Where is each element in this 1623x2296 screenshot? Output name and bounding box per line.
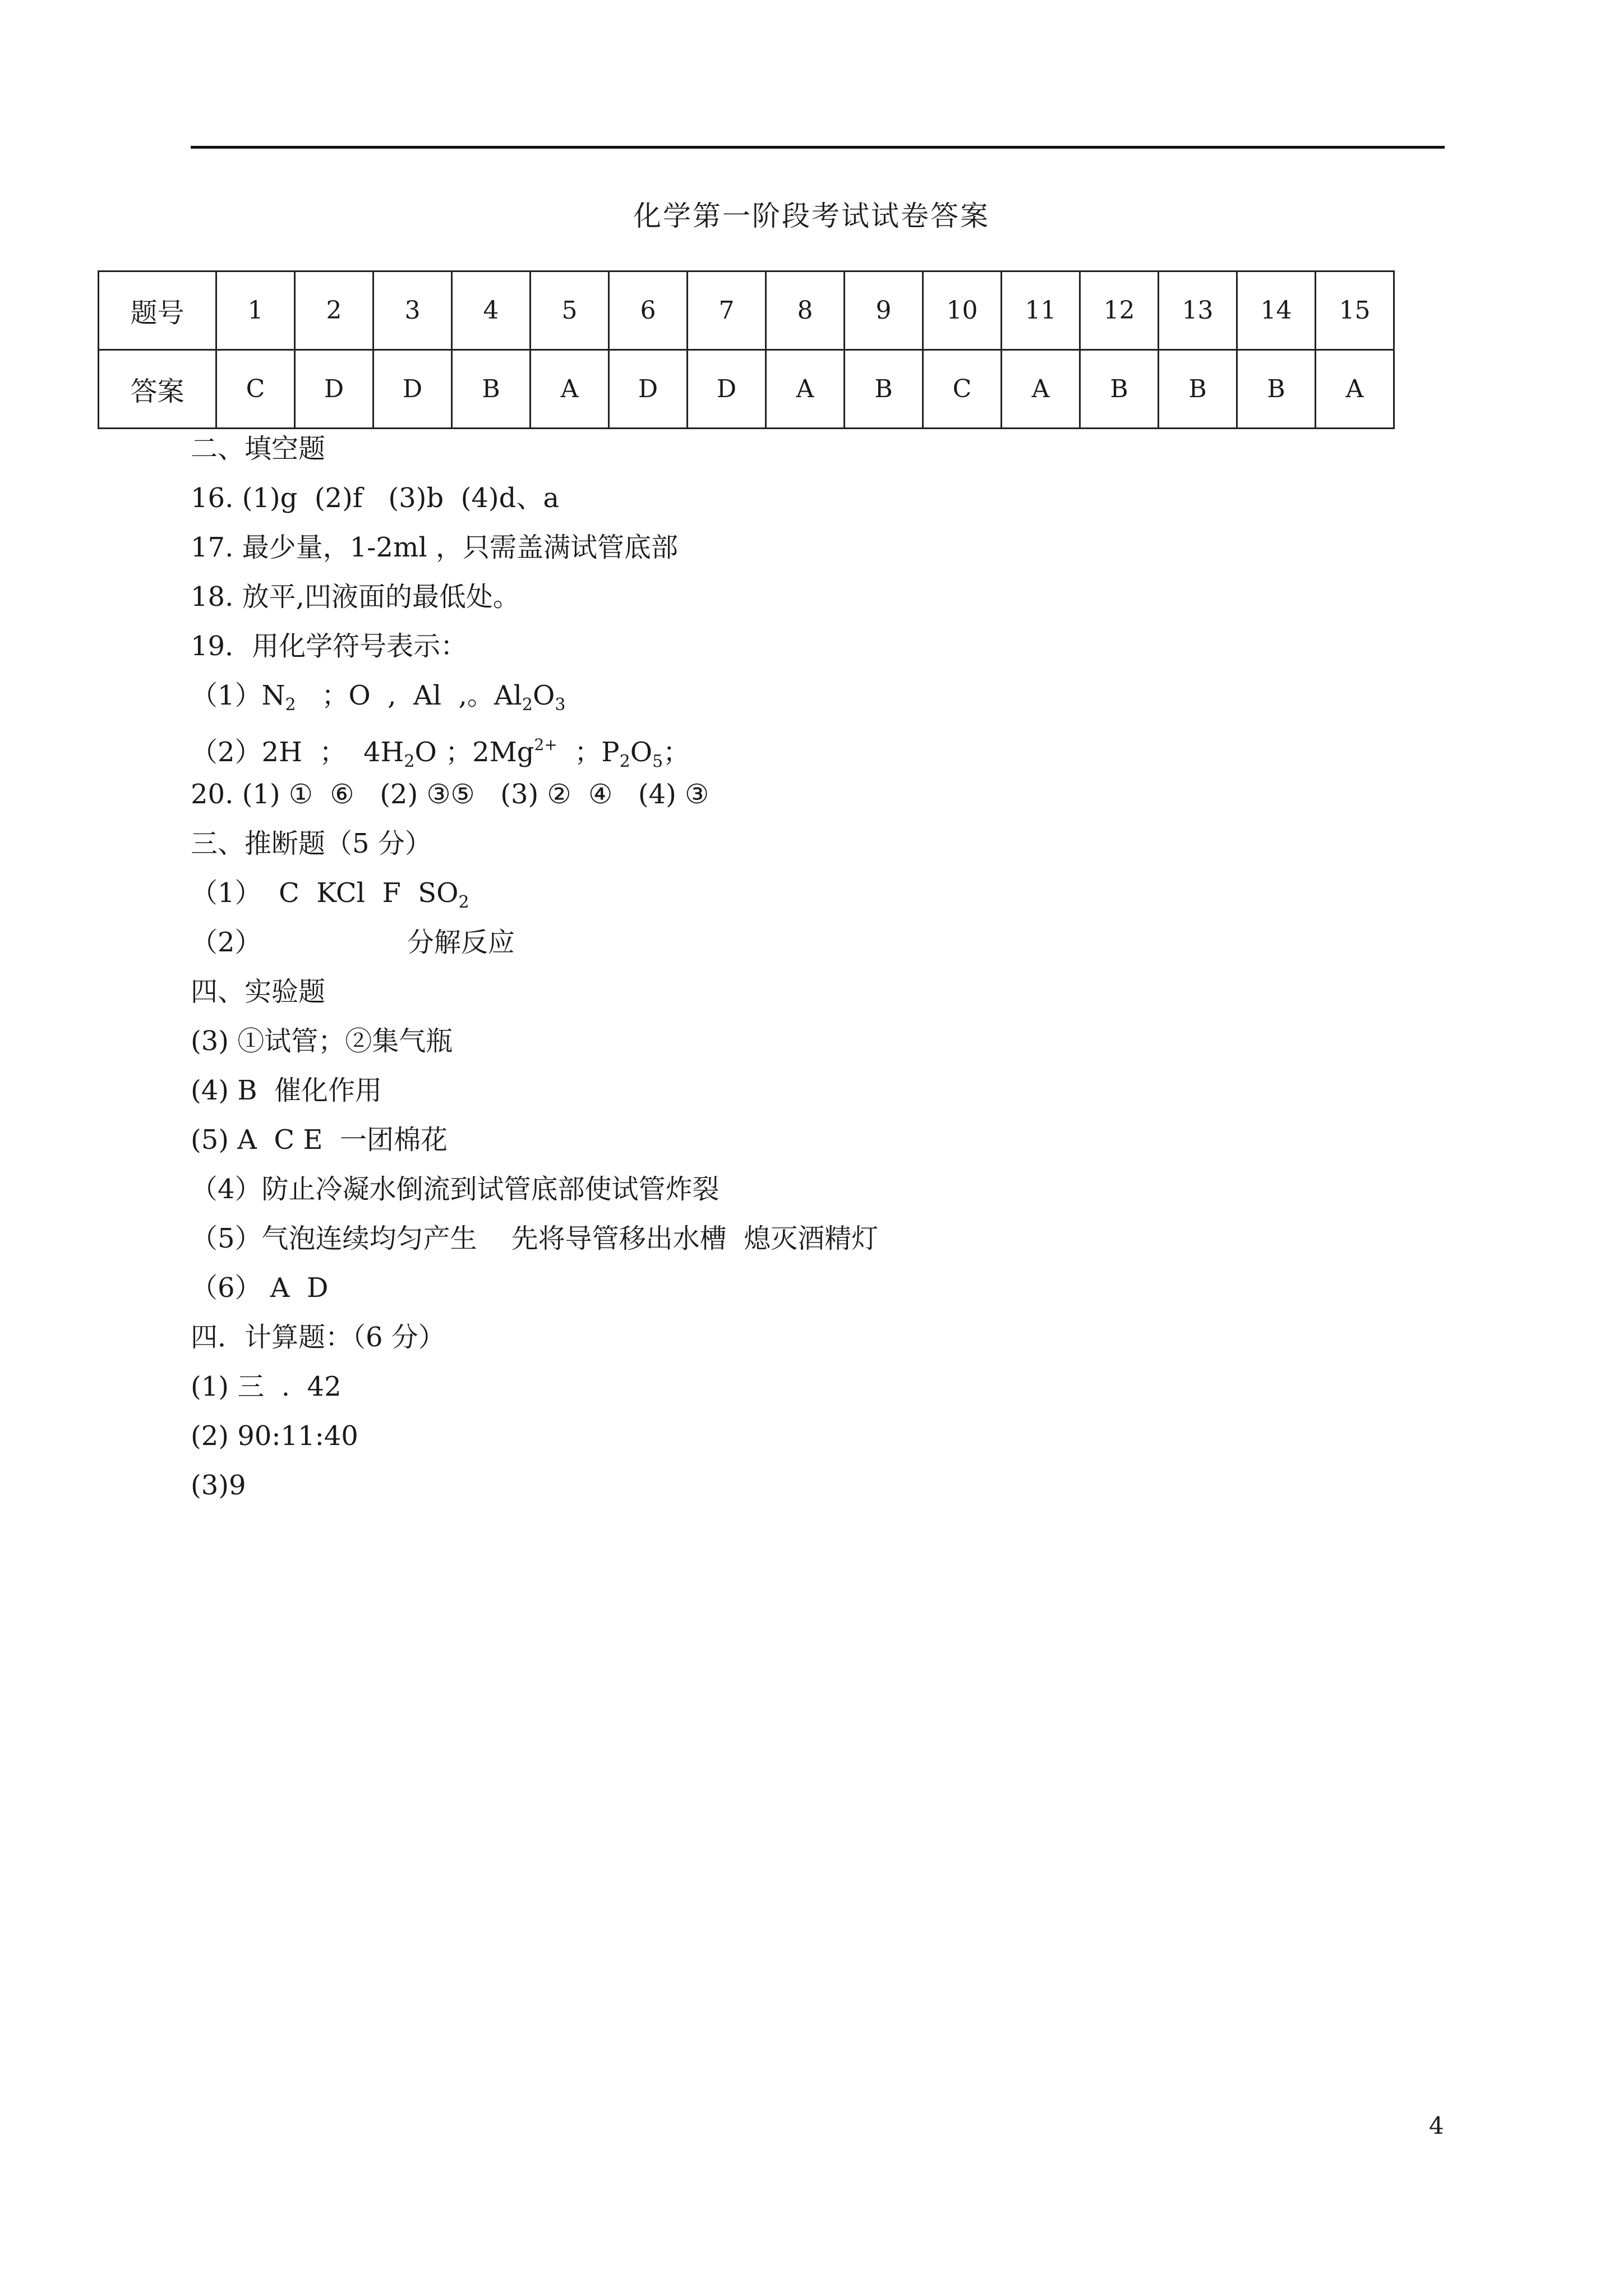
subscript: 2 [619, 752, 630, 771]
header-rule [191, 146, 1445, 149]
answer-cell: C [923, 350, 1002, 429]
formula-text: （1） C KCl F SO [191, 877, 459, 909]
question-number: 5 [531, 272, 609, 350]
question-number: 2 [295, 272, 374, 350]
question-number: 6 [609, 272, 688, 350]
answer-cell: B [845, 350, 923, 429]
answer-cell: A [1002, 350, 1080, 429]
answer-line-19-2 [191, 728, 690, 779]
answer-line-20: 20. (1) ① ⑥ (2) ③⑤ (3) ② ④ (4) ③ [191, 779, 709, 810]
section-heading-inference: 三、推断题（5 分） [191, 828, 432, 859]
inference-answer-1 [191, 876, 469, 919]
experiment-answer: （5）气泡连续均匀产生 先将导管移出水槽 熄灭酒精灯 [191, 1223, 879, 1254]
inference-answer-2: （2） 分解反应 [191, 927, 515, 958]
formula-text: O ；2Mg [414, 737, 534, 768]
formula-text: ；O , Al ,。Al [296, 680, 522, 711]
formula-text: O [532, 680, 555, 711]
answer-cell: D [609, 350, 688, 429]
formula-text: O [630, 737, 653, 768]
experiment-answer: （6） A D [191, 1272, 329, 1304]
answer-cell: D [374, 350, 452, 429]
formula-text: ； [663, 737, 690, 768]
question-number: 4 [452, 272, 531, 350]
subscript: 2 [458, 892, 469, 912]
section-heading-experiment: 四、实验题 [191, 976, 326, 1007]
answer-cell: B [1159, 350, 1237, 429]
question-number: 7 [688, 272, 766, 350]
experiment-answer: （4）防止冷凝水倒流到试管底部使试管炸裂 [191, 1174, 720, 1205]
answer-cell: D [688, 350, 766, 429]
formula-text: （2）2H ； 4H [191, 737, 404, 768]
answer-cell: A [766, 350, 845, 429]
page-number: 4 [1429, 2112, 1444, 2139]
answer-row-header: 答案 [99, 350, 216, 429]
question-number: 14 [1237, 272, 1316, 350]
calculation-answer: (2) 90:11:40 [191, 1420, 358, 1452]
answer-cell: B [1080, 350, 1159, 429]
answer-line-18: 18. 放平,凹液面的最低处。 [191, 581, 520, 613]
question-number: 12 [1080, 272, 1159, 350]
question-number: 8 [766, 272, 845, 350]
answer-cell: A [1316, 350, 1394, 429]
question-number: 11 [1002, 272, 1080, 350]
answer-cell: A [531, 350, 609, 429]
answer-table [98, 270, 1395, 429]
answer-line-16: 16. (1)g (2)f (3)b (4)d、a [191, 482, 559, 514]
answer-cell: C [216, 350, 295, 429]
calculation-answer: (1) 三 . 42 [191, 1371, 342, 1402]
formula-text: （1）N [191, 680, 285, 711]
question-number: 3 [374, 272, 452, 350]
answer-cell: D [295, 350, 374, 429]
subscript: 2 [404, 752, 415, 771]
section-heading-calculation: 四．计算题：（6 分） [191, 1322, 445, 1353]
answer-line-17: 17. 最少量，1-2ml ，只需盖满试管底部 [191, 532, 679, 563]
section-heading-fill-blank: 二、填空题 [191, 433, 326, 464]
question-number: 9 [845, 272, 923, 350]
answer-cell: B [1237, 350, 1316, 429]
subscript: 2 [522, 695, 533, 715]
calculation-answer: (3)9 [191, 1470, 246, 1501]
question-number: 15 [1316, 272, 1394, 350]
question-number: 1 [216, 272, 295, 350]
subscript: 2 [285, 695, 296, 715]
experiment-answer: (4) B 催化作用 [191, 1075, 382, 1106]
question-number: 10 [923, 272, 1002, 350]
question-row-header: 题号 [99, 272, 216, 350]
answer-line-19: 19．用化学符号表示： [191, 631, 468, 662]
answer-row [99, 350, 1394, 429]
answer-cell: B [452, 350, 531, 429]
subscript: 5 [652, 752, 663, 771]
question-number: 13 [1159, 272, 1237, 350]
experiment-answer: (5) A C E 一团棉花 [191, 1124, 448, 1156]
answer-line-19-1 [191, 679, 565, 722]
superscript: 2+ [534, 735, 557, 754]
formula-text: ；P [557, 737, 620, 768]
page-title: 化学第一阶段考试试卷答案 [633, 200, 990, 232]
experiment-answer: (3) ①试管；②集气瓶 [191, 1025, 453, 1057]
subscript: 3 [555, 695, 566, 715]
question-number-row [99, 272, 1394, 350]
